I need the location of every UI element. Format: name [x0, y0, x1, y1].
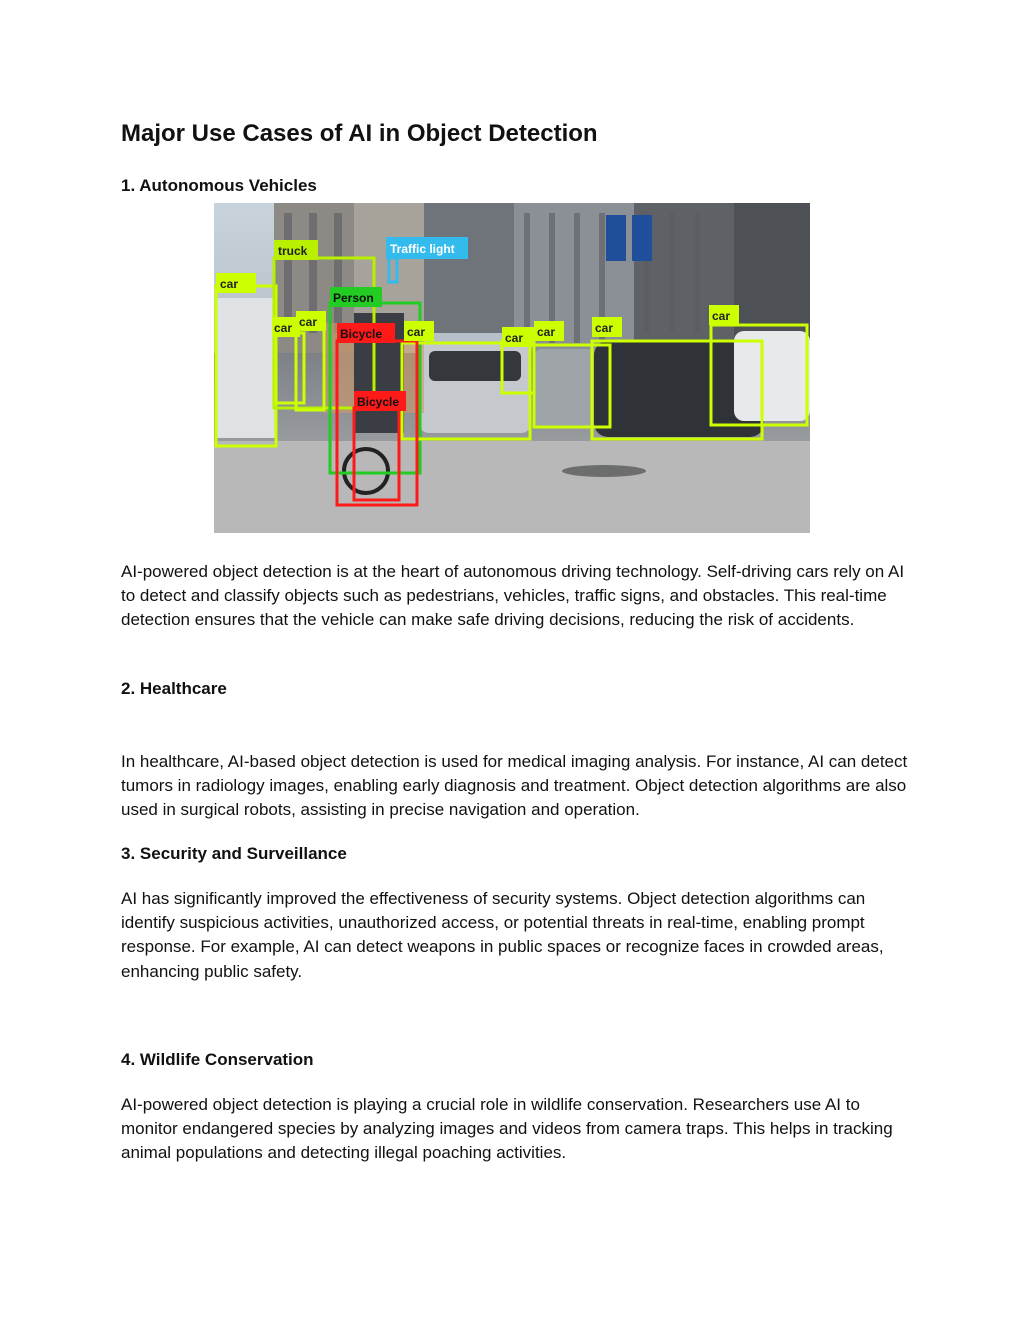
section-heading-wildlife: 4. Wildlife Conservation	[121, 1050, 314, 1069]
banner	[606, 215, 626, 261]
label-car: car	[595, 321, 614, 335]
label-car: car	[274, 321, 293, 335]
label-traffic-light: Traffic light	[390, 242, 455, 256]
section-body-security: AI has significantly improved the effectiveness of security systems. Object detection algorithms can identify suspicious activities, unauthorized access, or potential threats in real-time, enabling prompt response. For example, AI can detect weapons in public spaces or recognize faces in crowded areas, enhancing public safety.	[121, 889, 884, 981]
label-truck: truck	[278, 244, 308, 258]
section-body-wildlife: AI-powered object detection is playing a crucial role in wildlife conservation. Researchers use AI to monitor endangered species by analyzing images and videos from camera traps. This helps in tracking animal populations and detecting illegal poaching activities.	[121, 1095, 893, 1163]
label-car: car	[712, 309, 731, 323]
crosswalk-area	[214, 441, 810, 533]
white-truck	[216, 298, 276, 438]
building	[734, 203, 810, 353]
section-heading-autonomous-vehicles: 1. Autonomous Vehicles	[121, 176, 317, 195]
section-body-healthcare: In healthcare, AI-based object detection is used for medical imaging analysis. For instance, AI can detect tumors in radiology images, enabling early diagnosis and treatment. Object detection algorithms are also used in surgical robots, assisting in precise navigation and operation.	[121, 752, 908, 820]
white-suv	[734, 331, 810, 421]
label-car: car	[537, 325, 556, 339]
section-heading-healthcare: 2. Healthcare	[121, 679, 227, 698]
manhole	[562, 465, 646, 477]
label-car: car	[220, 277, 239, 291]
label-car: car	[407, 325, 426, 339]
section-body-autonomous-vehicles: AI-powered object detection is at the heart of autonomous driving technology. Self-driving cars rely on AI to detect and classify objects such as pedestrians, vehicles, traffic signs, and obstacles. This real-time detection ensures that the vehicle can make safe driving decisions, reducing the risk of accidents.	[121, 562, 905, 630]
building	[424, 203, 514, 333]
label-person: Person	[333, 291, 374, 305]
label-car: car	[299, 315, 318, 329]
label-bicycle: Bicycle	[357, 395, 400, 409]
object-detection-street-photo	[214, 203, 810, 533]
page-title: Major Use Cases of AI in Object Detection	[121, 120, 598, 147]
section-heading-security: 3. Security and Surveillance	[121, 844, 347, 863]
banner	[632, 215, 652, 261]
label-car: car	[505, 331, 524, 345]
label-bicycle: Bicycle	[340, 327, 383, 341]
